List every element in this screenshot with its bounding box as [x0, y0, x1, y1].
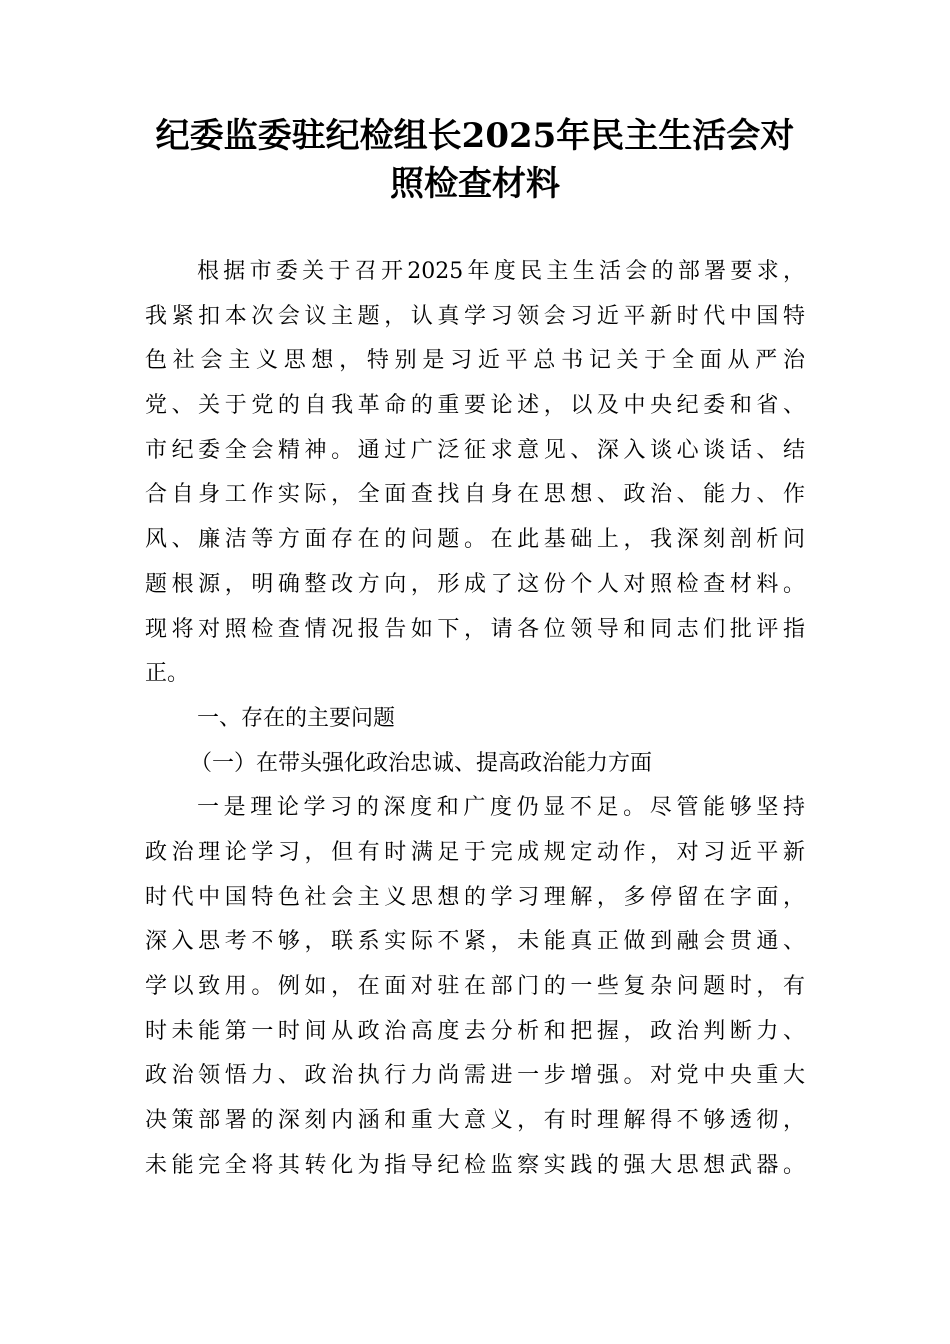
text-line: 学以致用。例如，在面对驻在部门的一些复杂问题时，有 — [145, 974, 805, 999]
section-heading: 一、存在的主要问题 — [197, 705, 396, 731]
text-line: 我紧扣本次会议主题，认真学习领会习近平新时代中国特 — [145, 303, 805, 329]
text-line: 正。 — [145, 661, 190, 687]
text-line: 根据市委关于召开2025年度民主生活会的部署要求， — [197, 259, 805, 284]
text-line: 党、关于党的自我革命的重要论述，以及中央纪委和省、 — [145, 393, 805, 419]
text-line: 政治领悟力、政治执行力尚需进一步增强。对党中央重大 — [145, 1063, 805, 1089]
body-paragraph — [145, 786, 805, 1188]
text-line: 题根源，明确整改方向，形成了这份个人对照检查材料。 — [145, 571, 805, 597]
text-line: 深入思考不够，联系实际不紧，未能真正做到融会贯通、 — [145, 929, 805, 955]
title-line: 照检查材料 — [390, 164, 560, 204]
subsection-heading: （一）在带头强化政治忠诚、提高政治能力方面 — [190, 750, 653, 776]
text-line: 时未能第一时间从政治高度去分析和把握，政治判断力、 — [145, 1018, 805, 1044]
text-line: 政治理论学习，但有时满足于完成规定动作，对习近平新 — [145, 839, 805, 865]
title-line: 纪委监委驻纪检组长2025年民主生活会对 — [155, 116, 795, 156]
text-line: 色社会主义思想，特别是习近平总书记关于全面从严治 — [145, 348, 805, 374]
document-body — [145, 250, 805, 1188]
text-line: 市纪委全会精神。通过广泛征求意见、深入谈心谈话、结 — [145, 437, 805, 463]
document-title — [0, 112, 950, 208]
text-line: 一是理论学习的深度和广度仍显不足。尽管能够坚持 — [197, 795, 805, 821]
text-line: 决策部署的深刻内涵和重大意义，有时理解得不够透彻， — [145, 1108, 805, 1134]
text-line: 时代中国特色社会主义思想的学习理解，多停留在字面， — [145, 884, 805, 910]
text-line: 未能完全将其转化为指导纪检监察实践的强大思想武器。 — [145, 1152, 805, 1178]
text-line: 合自身工作实际，全面查找自身在思想、政治、能力、作 — [145, 482, 805, 508]
text-line: 现将对照检查情况报告如下，请各位领导和同志们批评指 — [145, 616, 805, 642]
intro-paragraph — [145, 250, 805, 697]
text-line: 风、廉洁等方面存在的问题。在此基础上，我深刻剖析问 — [145, 527, 805, 553]
